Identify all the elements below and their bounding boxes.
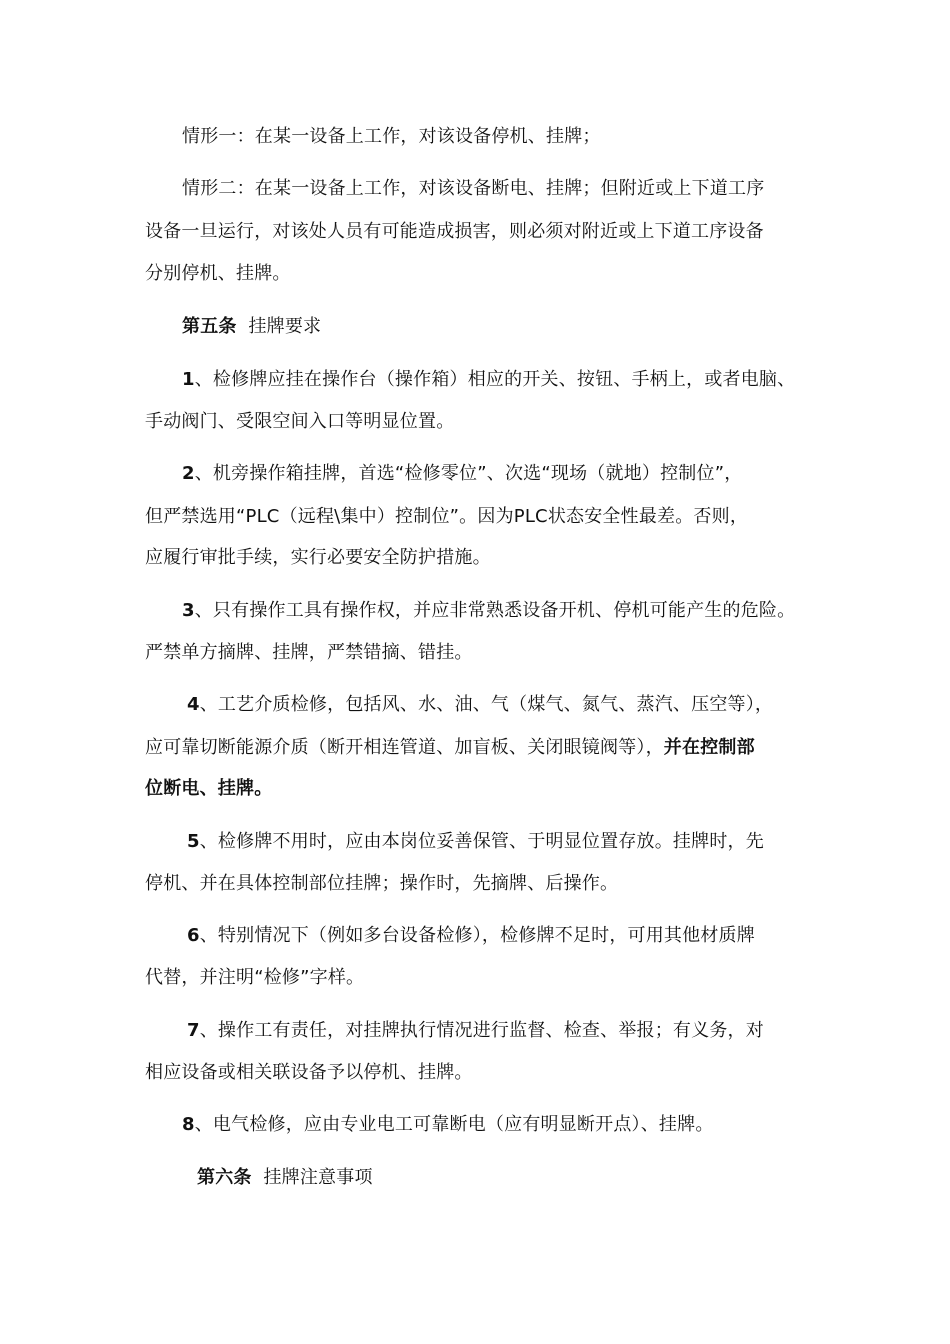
- item-4-line-2: [145, 736, 755, 760]
- item-2-line-1-text: 、机旁操作箱挂牌，首选“检修零位”、次选“现场（就地）控制位”，: [194, 463, 743, 484]
- para-case-two-line-1: [182, 177, 764, 201]
- item-1-line-2-text: 手动阀门、受限空间入口等明显位置。: [145, 411, 455, 432]
- item-5-line-2-text: 停机、并在具体控制部位挂牌；操作时，先摘牌、后操作。: [145, 873, 619, 894]
- item-8-line-1: [182, 1113, 714, 1137]
- item-5-line-1-text: 、检修牌不用时，应由本岗位妥善保管、于明显位置存放。挂牌时，先: [199, 831, 764, 852]
- item-2-number: 2: [182, 463, 195, 484]
- item-3-number: 3: [182, 600, 195, 621]
- item-8-line-1-text: 、电气检修，应由专业电工可靠断电（应有明显断开点）、挂牌。: [194, 1114, 714, 1135]
- item-2-line-2: [145, 505, 748, 529]
- article-six-heading: [197, 1166, 373, 1190]
- item-2-line-2-text: 但严禁选用“PLC（远程\集中）控制位”。因为PLC状态安全性最差。否则，: [145, 506, 749, 527]
- para-case-one: [182, 125, 601, 149]
- item-5-line-2: [145, 872, 618, 896]
- article-five-heading: [182, 315, 321, 339]
- item-6-line-1-text: 、特别情况下（例如多台设备检修），检修牌不足时，可用其他材质牌: [199, 925, 755, 946]
- para-case-two-line-3-text: 分别停机、挂牌。: [145, 263, 291, 284]
- article-five-title: 挂牌要求: [248, 316, 322, 337]
- item-1-line-1: [182, 368, 795, 392]
- item-2-line-3: [145, 546, 491, 570]
- article-five-number: 第五条: [182, 316, 237, 337]
- item-4-line-2-text: 应可靠切断能源介质（断开相连管道、加盲板、关闭眼镜阀等），: [145, 737, 664, 758]
- item-1-line-1-text: 、检修牌应挂在操作台（操作箱）相应的开关、按钮、手柄上，或者电脑、: [194, 369, 796, 390]
- item-4-line-1-text: 、工艺介质检修，包括风、水、油、气（煤气、氮气、蒸汽、压空等），: [199, 694, 774, 715]
- item-3-line-2-text: 严禁单方摘牌、挂牌，严禁错摘、错挂。: [145, 642, 473, 663]
- item-2-line-3-text: 应履行审批手续，实行必要安全防护措施。: [145, 547, 491, 568]
- article-six-number: 第六条: [197, 1167, 252, 1188]
- item-8-number: 8: [182, 1114, 195, 1135]
- item-4-number: 4: [187, 694, 200, 715]
- item-1-number: 1: [182, 369, 195, 390]
- item-7-line-2-text: 相应设备或相关联设备予以停机、挂牌。: [145, 1062, 473, 1083]
- item-6-line-1: [187, 924, 755, 948]
- item-6-number: 6: [187, 925, 200, 946]
- item-4-line-3: [145, 777, 272, 801]
- item-1-line-2: [145, 410, 454, 434]
- item-6-line-2-text: 代替，并注明“检修”字样。: [145, 967, 365, 988]
- item-3-line-1: [182, 599, 795, 623]
- item-7-line-1: [187, 1019, 764, 1043]
- item-2-line-1: [182, 462, 742, 486]
- article-six-title: 挂牌注意事项: [263, 1167, 373, 1188]
- item-5-line-1: [187, 830, 764, 854]
- item-3-line-2: [145, 641, 473, 665]
- item-4-line-3-bold-text: 位断电、挂牌。: [145, 778, 273, 799]
- para-case-two-line-3: [145, 262, 291, 286]
- para-case-two-line-2-text: 设备一旦运行，对该处人员有可能造成损害，则必须对附近或上下道工序设备: [145, 221, 764, 242]
- item-7-number: 7: [187, 1020, 200, 1041]
- item-4-line-1: [187, 693, 773, 717]
- item-5-number: 5: [187, 831, 200, 852]
- para-case-two-line-1-text: 情形二：在某一设备上工作，对该设备断电、挂牌；但附近或上下道工序: [182, 178, 765, 199]
- item-6-line-2: [145, 966, 364, 990]
- item-3-line-1-text: 、只有操作工具有操作权，并应非常熟悉设备开机、停机可能产生的危险。: [194, 600, 796, 621]
- para-case-one-text: 情形一：在某一设备上工作，对该设备停机、挂牌；: [182, 126, 601, 147]
- item-7-line-1-text: 、操作工有责任，对挂牌执行情况进行监督、检查、举报；有义务，对: [199, 1020, 764, 1041]
- para-case-two-line-2: [145, 220, 764, 244]
- item-4-line-2-bold-text: 并在控制部: [663, 737, 755, 758]
- item-7-line-2: [145, 1061, 473, 1085]
